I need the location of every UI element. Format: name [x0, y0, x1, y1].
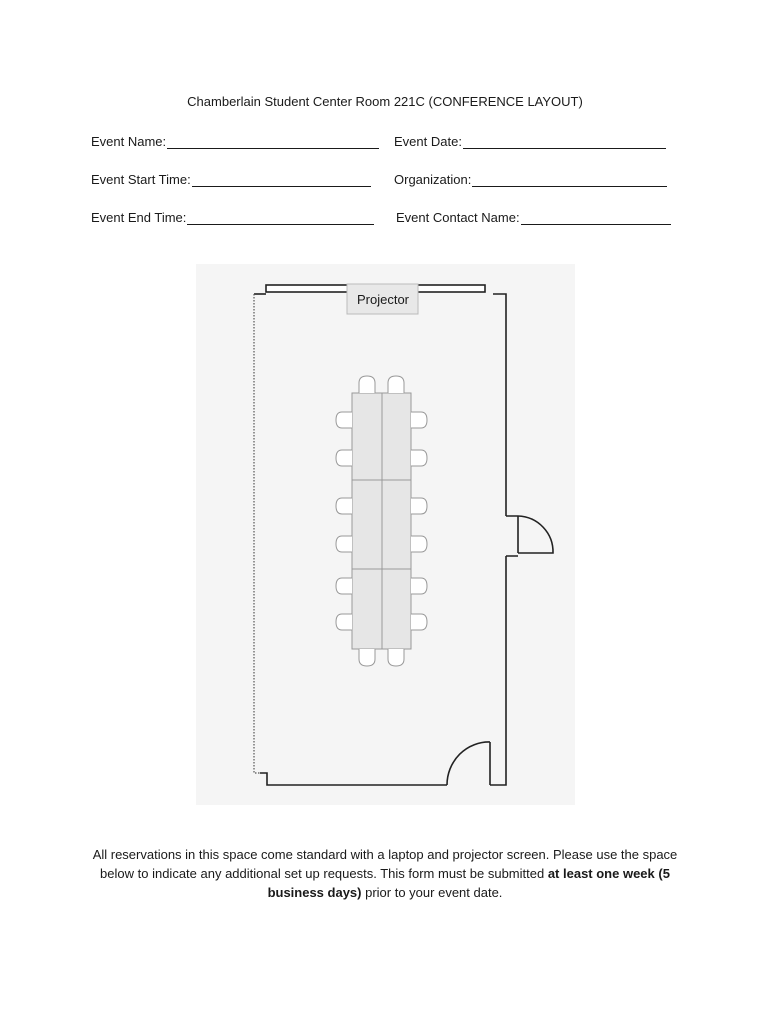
organization-label: Organization: [394, 172, 472, 187]
instructions-paragraph [80, 845, 690, 902]
projector-label: Projector [356, 292, 410, 307]
organization-field[interactable] [394, 169, 667, 187]
conference-tables [352, 393, 411, 649]
door-right [506, 516, 553, 556]
event-date-label: Event Date: [394, 134, 462, 149]
wall-top-right [493, 294, 506, 516]
event-start-time-label: Event Start Time: [91, 172, 191, 187]
event-name-label: Event Name: [91, 134, 167, 149]
instructions-text-end: prior to your event date. [361, 885, 503, 900]
event-date-field[interactable] [394, 131, 666, 149]
event-name-input-line[interactable] [167, 134, 379, 149]
organization-input-line[interactable] [472, 172, 667, 187]
wall-left [254, 294, 260, 773]
form-title: Chamberlain Student Center Room 221C (CONFERENCE LAYOUT) [187, 94, 583, 109]
floor-plan [196, 264, 575, 805]
wall-right-lower [490, 556, 506, 785]
projector [347, 284, 418, 314]
event-contact-name-label: Event Contact Name: [396, 210, 520, 225]
event-name-field[interactable] [91, 131, 379, 149]
instructions-text: All reservations in this space come standard with a laptop and projector screen. Please use the space below to indicate any additional set up requests. This form must be submitted [92, 847, 678, 881]
event-date-input-line[interactable] [463, 134, 666, 149]
event-end-time-input-line[interactable] [187, 210, 374, 225]
instructions-bold-text: at least one week (5 business days) [267, 866, 670, 900]
event-start-time-input-line[interactable] [192, 172, 371, 187]
wall-bottom [260, 773, 447, 785]
event-contact-name-input-line[interactable] [521, 210, 671, 225]
event-start-time-field[interactable] [91, 169, 371, 187]
event-contact-name-field[interactable] [396, 207, 671, 225]
event-end-time-label: Event End Time: [91, 210, 187, 225]
floor-plan-drawing [196, 264, 575, 805]
event-end-time-field[interactable] [91, 207, 374, 225]
door-bottom [447, 742, 490, 785]
